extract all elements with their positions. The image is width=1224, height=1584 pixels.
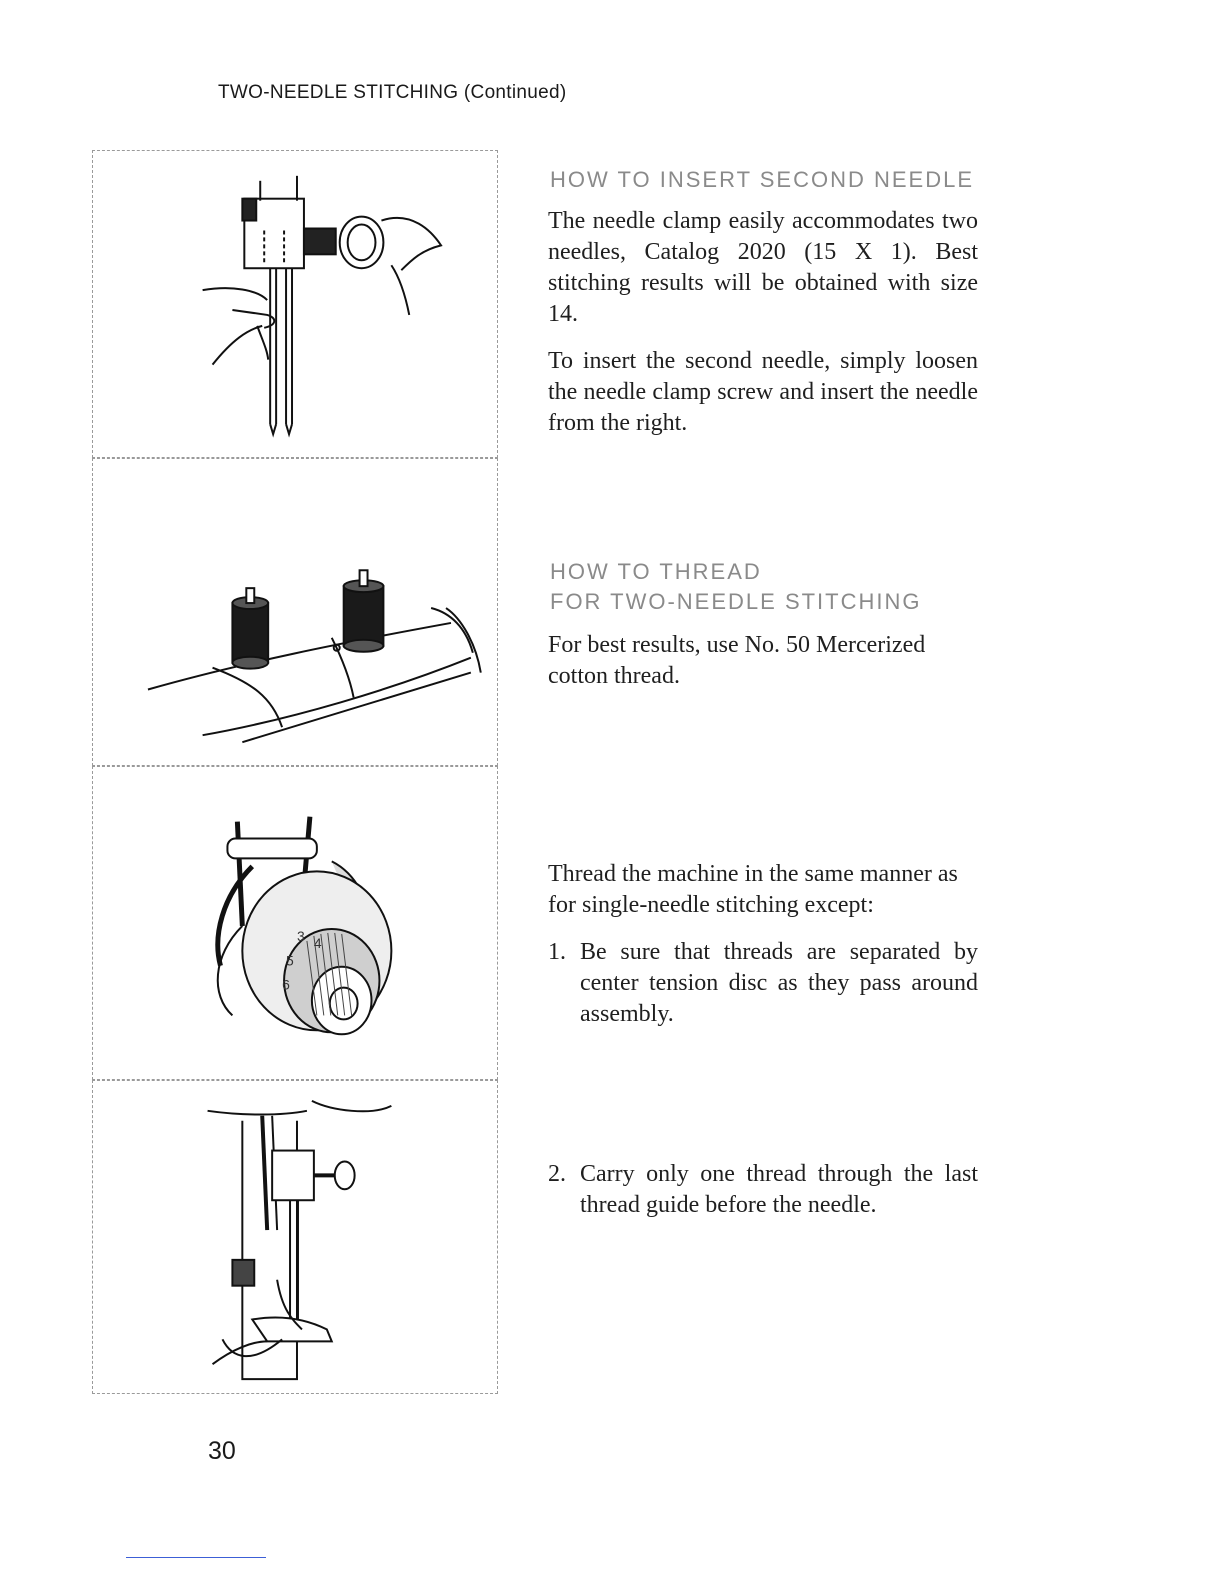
section3-intro: Thread the machine in the same manner as for single-needle stitching except: [548,861,958,918]
section2-heading-line2: FOR TWO-NEEDLE STITCHING [550,589,922,614]
page-number: 30 [208,1437,236,1465]
page-title: TWO-NEEDLE STITCHING (Continued) [218,82,567,103]
list-item-1 [548,937,978,1030]
section2-heading [550,557,922,617]
section1-heading: HOW TO INSERT SECOND NEEDLE [550,167,975,192]
dial-number-6: 6 [282,976,290,993]
section2-paragraph: For best results, use No. 50 Mercerized cotton thread. [548,632,926,689]
section2-heading-line1: HOW TO THREAD [550,559,762,584]
section1-paragraph-2: To insert the second needle, simply loosen the needle clamp screw and insert the needle from the right. [548,348,978,436]
section1-paragraph-1: The needle clamp easily accommodates two needles, Catalog 2020 (15 X 1). Best stitching results will be obtained with size 14. [548,208,978,327]
footer-divider [126,1557,266,1558]
list-item-2-text: Carry only one thread through the last thread guide before the needle. [580,1161,978,1218]
list-item-2 [548,1159,978,1221]
list-item-1-number: 1. [548,939,566,965]
tension-assembly-illustration [92,766,498,1080]
dial-number-3: 3 [296,927,305,944]
section3-body [548,859,978,1030]
section3-item-2 [548,1159,978,1221]
section1-body [548,206,978,455]
needle-clamp-illustration [92,150,498,458]
section2-body [548,630,978,708]
list-item-2-number: 2. [548,1161,566,1187]
spool-pins-illustration [92,458,498,766]
dial-number-4: 4 [313,934,322,951]
dial-number-5: 5 [286,952,294,969]
list-item-1-text: Be sure that threads are separated by center tension disc as they pass around assembly. [580,939,978,1027]
needle-thread-guide-illustration [92,1080,498,1394]
